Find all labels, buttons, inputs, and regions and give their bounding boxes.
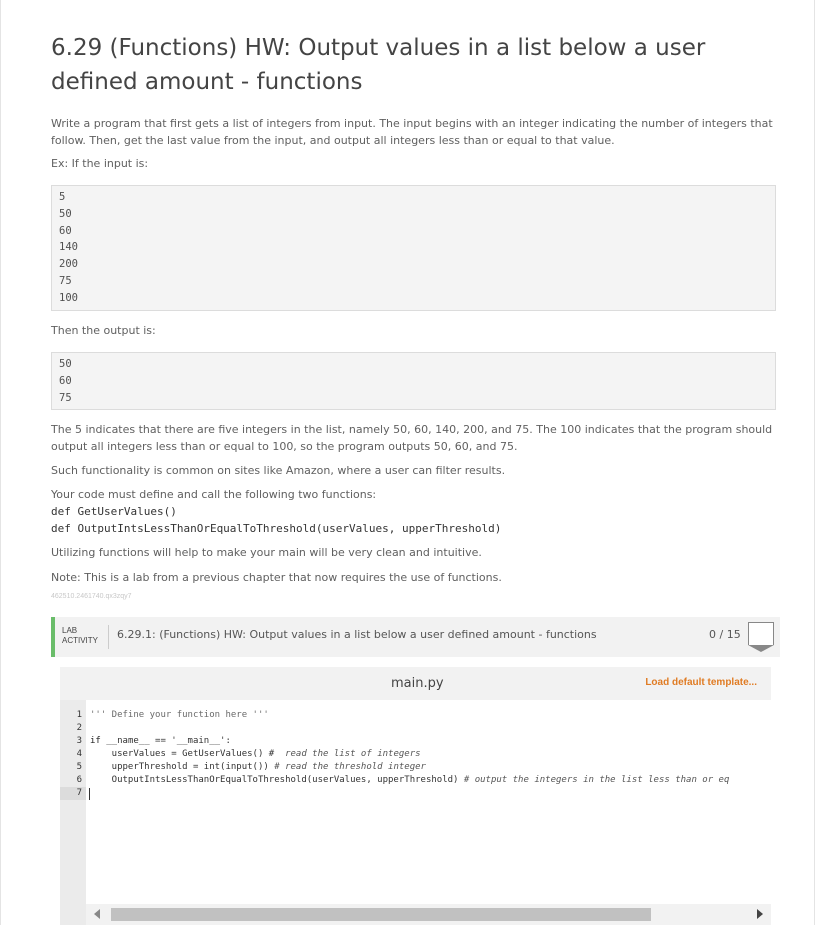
example-label: Ex: If the input is: [51,157,149,170]
scroll-right-arrow-icon[interactable] [757,909,763,919]
input-line: 60 [59,224,72,237]
line-number: 5 [76,762,82,772]
code-comment: # output the integers in the list less than or eq [463,775,730,785]
input-line: 200 [59,258,78,271]
lab-score: 0 / 15 [709,628,741,641]
page-title: 6.29 (Functions) HW: Output values in a list below a user defined amount - functions [51,35,706,95]
function-signature-1: def GetUserValues() [51,505,177,518]
intro-paragraph: Write a program that first gets a list of integers from input. The input begins with an integer indicating the number of integers that follow. Then, get the last value from the input, and output all integers less than or equal to that value. [51,117,773,147]
output-line: 50 [59,358,72,370]
divider [108,625,109,649]
code-editor [60,667,771,925]
input-line: 100 [59,291,78,304]
scrollbar-thumb[interactable] [111,908,651,921]
load-default-template-link[interactable]: Load default template... [645,677,757,688]
code-text: upperThreshold = int(input()) [90,762,275,772]
function-signature-2: def OutputIntsLessThanOrEqualToThreshold(userValues, upperThreshold) [51,522,502,535]
line-number: 7 [60,787,86,800]
code-area[interactable] [86,700,771,904]
editor-header [60,667,771,700]
input-line: 50 [59,207,72,220]
code-line [90,709,269,722]
lab-title: 6.29.1: (Functions) HW: Output values in a list below a user defined amount - functions [117,628,597,641]
text-cursor [89,788,90,800]
lab-activity-tag [62,626,102,646]
note-paragraph: Note: This is a lab from a previous chapter that now requires the use of functions. [51,571,502,584]
output-line: 60 [59,374,72,387]
output-line: 75 [59,391,72,404]
scroll-left-arrow-icon[interactable] [94,909,100,919]
example-input-block [51,185,776,311]
code-text: OutputIntsLessThanOrEqualToThreshold(userValues, upperThreshold) [90,775,464,785]
output-label: Then the output is: [51,324,156,337]
line-number: 4 [76,749,82,759]
code-line [90,735,231,748]
line-number: 2 [76,723,82,733]
horizontal-scrollbar[interactable] [86,904,771,925]
utilizing-paragraph: Utilizing functions will help to make your main will be very clean and intuitive. [51,546,482,559]
tracking-id: 462510.2461740.qx3zqy7 [51,593,132,600]
code-comment: ''' Define your function here ''' [90,710,269,720]
code-comment: # read the threshold integer [274,762,426,772]
code-line [90,774,729,787]
code-text: __name__ == '__main__': [106,736,231,746]
code-line [90,748,421,761]
file-name: main.py [391,676,444,691]
line-number: 3 [76,736,82,746]
amazon-paragraph: Such functionality is common on sites like Amazon, where a user can filter results. [51,464,506,477]
code-keyword: if [90,736,107,746]
line-number: 6 [76,775,82,785]
input-line: 140 [59,241,78,254]
input-line: 75 [59,274,72,287]
line-number: 1 [76,710,82,720]
code-comment: read the list of integers [279,749,421,759]
input-line: 5 [59,191,66,203]
define-label: Your code must define and call the following two functions: [51,488,377,501]
lab-tag-line: LAB [62,626,78,635]
lab-activity-header [51,617,780,657]
completion-badge-icon [748,622,774,645]
explanation-paragraph: The 5 indicates that there are five integers in the list, namely 50, 60, 140, 200, and 75. The 100 indicates that the program should output all integers less than or equal to 100, so the program outputs 50, 60, and 75. [51,423,773,453]
example-output-block [51,352,776,410]
lab-tag-line: ACTIVITY [62,636,99,645]
code-line [90,761,426,774]
line-number-gutter [60,700,86,925]
code-text: userValues = GetUserValues() # [90,749,280,759]
